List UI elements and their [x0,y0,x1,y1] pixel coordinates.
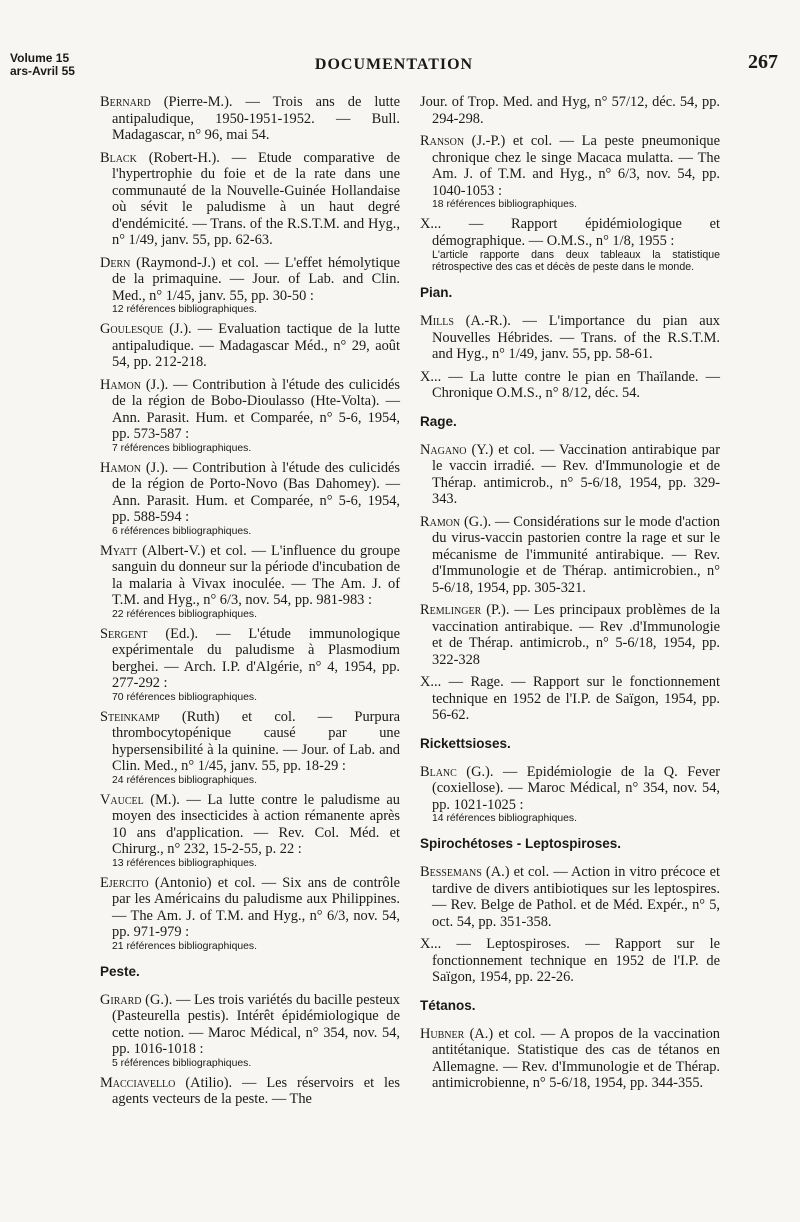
entry-text: (J.). — Contribution à l'étude des culicidés de la région de Bobo-Dioulasso (Hte-Volta). — Ann. Parasit. Hum. et Comparée, n° 5-6, 1954, pp. 573-587 : [112,376,400,442]
entry-text: (G.). — Les trois variétés du bacille pesteux (Pasteurella pestis). Intérêt épidémiologique de cette notion. — Maroc Médical, n° 354, nov. 54, pp. 1016-1018 : [112,991,400,1057]
entry-text: (Albert-V.) et col. — L'influence du groupe sanguin du donneur sur la période d'incubation de la malaria à Vivax inoculée. — The Am. J. of T.M. and Hyg., n° 6/3, nov. 54, pp. 981-983 : [112,542,400,608]
entry-author: Steinkamp [100,708,160,725]
entry-author: Mills [420,313,454,329]
entry-author: Hamon [100,459,141,476]
entry-text: (M.). — La lutte contre le paludisme au moyen des insecticides à action rémanente après 10 ans d'application. — Rev. Col. Méd. et Chirurg., n° 232, 15-2-55, p. 22 : [112,791,400,857]
entry-text: (J.). — Contribution à l'étude des culicidés de la région de Porto-Novo (Bas Dahomey). — Ann. Parasit. Hum. et Comparée, n° 5-6, 1954, pp. 588-594 : [112,459,400,525]
entry-text: X... — Rage. — Rapport sur le fonctionnement technique en 1952 de l'I.P. de Saïgon, 1954, pp. 56-62. [420,674,720,723]
entry-author: Ramon [420,513,461,530]
bibliography-entry [100,321,400,371]
section-heading: Peste. [100,963,140,979]
entry-text: (J.). — Evaluation tactique de la lutte antipaludique. — Madagascar Méd., n° 29, août 54, pp. 212-218. [112,321,400,370]
entry-author: Vaucel [100,791,144,808]
section-heading: Rage. [420,413,457,429]
entry-text: (Robert-H.). — Etude comparative de l'hypertrophie du foie et de la rate dans une communauté de la Nouvelle-Guinée Hollandaise où sévit le paludisme à un haut degré d'endémicité. — Trans. of the R.S.T.M. and Hyg., n° 1/49, janv. 55, pp. 62-63. [112,149,400,248]
entry-text: (Antonio) et col. — Six ans de contrôle par les Américains du paludisme aux Philippines. — The Am. J. of T.M. and Hyg., n° 6/3, nov. 54, pp. 971-979 : [112,874,400,940]
reference-count: 24 références bibliographiques. [112,774,257,786]
section-heading: Rickettsioses. [420,735,511,751]
entry-author: Goulesque [100,321,164,337]
bibliography-entry [420,514,720,597]
page-header [10,44,778,84]
bibliography-entry [420,674,720,724]
entry-note: L'article rapporte dans deux tableaux la statistique rétrospective des cas et décès de peste dans le monde. [432,249,720,273]
entry-author: Macciavello [100,1074,176,1091]
entry-text: X... — La lutte contre le pian en Thaïlande. —Chronique O.M.S., n° 8/12, déc. 54. [420,368,720,401]
entry-author: Ejercito [100,874,149,891]
entry-author: Bernard [100,94,151,110]
entry-text: (Ruth) et col. — Purpura thrombocytopénique causé par une hypersensibilité à la quinine. — Jour. of Lab. and Clin. Med., n° 1/45, janv. 55, pp. 18-29 : [112,708,400,774]
bibliography-entry [420,369,720,402]
reference-count: 18 références bibliographiques. [432,199,577,210]
reference-count: 14 références bibliographiques. [432,813,577,824]
bibliography-entry [420,94,720,127]
section-heading: Spirochétoses - Leptospiroses. [420,836,622,851]
entry-author: Myatt [100,542,138,559]
entry-author: Remlinger [420,602,482,618]
reference-count: 21 références bibliographiques. [112,940,257,952]
bibliography-entry [420,602,720,668]
reference-count: 12 références bibliographiques. [112,304,257,315]
bibliography-entry [420,216,720,273]
entry-author: Black [100,149,137,166]
entry-author: Blanc [420,763,457,780]
entry-text: (P.). — Les principaux problèmes de la vaccination antirabique. — Rev .d'Immunologie et de Thérap. antimicrob., n° 5-6/18, 1954, pp. 322-328 [432,602,720,668]
reference-count: 6 références bibliographiques. [112,525,252,537]
section-heading: Pian. [420,285,453,300]
entry-author: Girard [100,991,142,1008]
reference-count: 7 références bibliographiques. [112,442,252,454]
entry-text: (Raymond-J.) et col. — L'effet hémolytique de la primaquine. — Jour. of Lab. and Clin. Med., n° 1/45, janv. 55, pp. 30-50 : [112,254,400,304]
bibliography-entry [100,94,400,144]
entry-author: Ranson [420,133,465,149]
bibliography-entry [100,150,400,249]
bibliography-entry [100,992,400,1069]
bibliography-entry [100,1075,400,1108]
issue-date: ars-Avril 55 [10,64,75,78]
running-title: DOCUMENTATION [314,56,474,73]
entry-text: (A.) et col. — Action in vitro précoce et tardive de divers antibiotiques sur les leptospires. — Rev. Belge de Pathol. et de Méd. Expér., n° 5, oct. 54, pp. 351-358. [432,864,720,930]
bibliography-entry [420,764,720,825]
bibliography-entry [420,864,720,930]
entry-text: (A.-R.). — L'importance du pian aux Nouvelles Hébrides. — Trans. of the R.S.T.M. and Hyg., n° 1/49, janv. 55, pp. 58-61. [432,313,720,362]
entry-text: (Pierre-M.). — Trois ans de lutte antipaludique, 1950-1951-1952. — Bull. Madagascar, n° 96, mai 54. [112,94,400,143]
entry-text: (Atilio). — Les réservoirs et les agents vecteurs de la peste. — The [112,1074,400,1107]
bibliography-entry [100,460,400,537]
left-column [100,94,400,1114]
entry-text: (A.) et col. — A propos de la vaccination antitétanique. Statistique des cas de tétanos en Allemagne. — Rev. d'Immunologie et de Thérap. antimicrobienne, n° 5-6/18, 1954, pp. 344-355. [432,1025,720,1091]
bibliography-entry [100,377,400,454]
bibliography-entry [420,936,720,986]
entry-author: Sergent [100,625,148,642]
reference-count: 13 références bibliographiques. [112,857,257,869]
page-number: 267 [748,51,778,73]
bibliography-entry [100,626,400,703]
entry-author: Hamon [100,376,141,393]
bibliography-entry [420,1026,720,1092]
entry-text: (J.-P.) et col. — La peste pneumonique chronique chez le singe Macaca mulatta. — The Am. J. of T.M. and Hyg., n° 6/3, nov. 54, pp. 1040-1053 : [432,133,720,199]
right-column [420,94,720,1098]
entry-text: (Ed.). — L'étude immunologique expérimentale du paludisme à Plasmodium berghei. — Arch. I.P. d'Algérie, n° 4, 1954, pp. 277-292 : [112,625,400,691]
entry-author: Hubner [420,1025,465,1042]
section-heading: Tétanos. [420,997,476,1013]
entry-text: (G.). — Considérations sur le mode d'action du virus-vaccin pastorien contre la rage et sur le mécanisme de l'immunité antirabique. — Rev. d'Immunologie et de Thérap. antimicrobien., n° 5-6/18, 1954, pp. 305-321. [432,513,720,596]
bibliography-entry [100,792,400,869]
bibliography-entry [420,442,720,508]
bibliography-entry [100,255,400,316]
bibliography-entry [100,875,400,952]
entry-text: (G.). — Epidémiologie de la Q. Fever (coxiellose). — Maroc Médical, n° 354, nov. 54, pp. 1021-1025 : [432,763,720,813]
entry-author: Dern [100,254,131,271]
entry-text: X... — Leptospiroses. — Rapport sur le fonctionnement technique en 1952 de l'I.P. de Saïgon, 1954, pp. 22-26. [420,936,720,985]
reference-count: 22 références bibliographiques. [112,608,257,620]
bibliography-entry [420,133,720,210]
entry-text: Jour. of Trop. Med. and Hyg, n° 57/12, déc. 54, pp. 294-298. [420,94,720,127]
bibliography-entry [100,709,400,786]
entry-text: (Y.) et col. — Vaccination antirabique par le vaccin irradié. — Rev. d'Immunologie et de Thérap. antimicrob., n° 5-6/18, 1954, pp. 329-343. [432,441,720,507]
entry-text: X... — Rapport épidémiologique et démographique. — O.M.S., n° 1/8, 1955 : [420,216,720,249]
reference-count: 70 références bibliographiques. [112,691,257,703]
bibliography-entry [420,313,720,363]
entry-author: Nagano [420,441,467,458]
bibliography-entry [100,543,400,620]
entry-author: Bessemans [420,864,482,880]
volume-number: Volume 15 [10,51,70,65]
reference-count: 5 références bibliographiques. [112,1057,252,1069]
